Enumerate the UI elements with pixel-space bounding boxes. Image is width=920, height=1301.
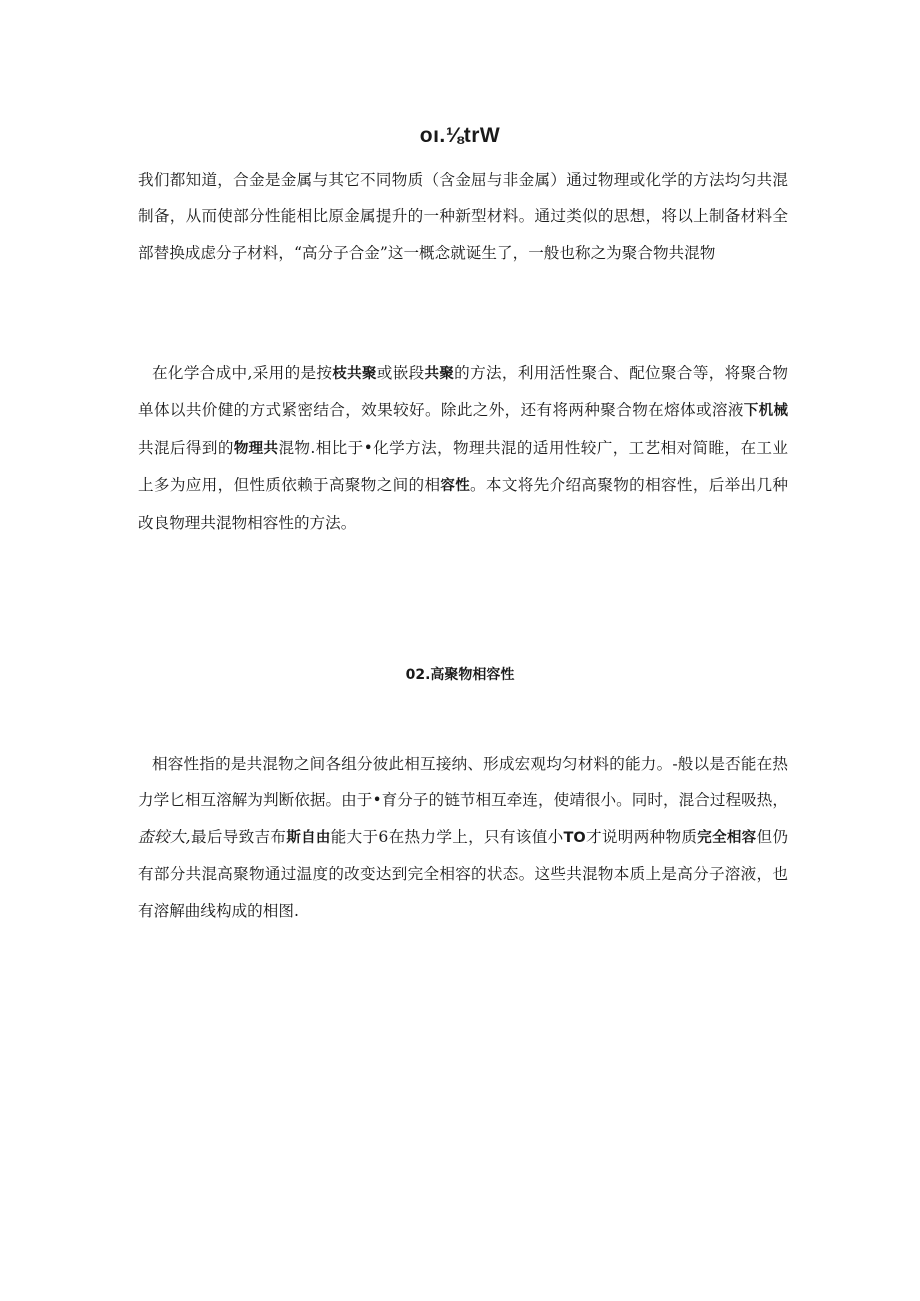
- text-run: 相容性指的是共混物之间各组分彼此相互接纳、形成宏观均匀材料的能力。-般以是否能在热力学匕相互溶解为判断依据。由于•育分子的链节相互牵连，使靖很小。同时，混合过程吸热，: [138, 755, 788, 810]
- bold-text-run: 下机械: [743, 403, 788, 420]
- intro-paragraph: 我们都知道，合金是金属与其它不同物质（含金屈与非金属）通过物理或化学的方法均匀共混制备，从而使部分性能相比原金属提升的一种新型材料。通过类似的思想，将以上制备材料全部替换成虑分子材料，“高分子合金”这一概念就诞生了，一般也称之为聚合物共混物: [138, 171, 788, 262]
- section-heading-01: oı.⅛trW: [419, 124, 501, 147]
- text-run: 的方法，利用活性聚合、配位聚合等，将聚合物单体以共价健的方式紧密结合，效果较好。除此之外，还有将两种聚合物在熔体或溶液: [138, 364, 789, 420]
- text-run: 或嵌段: [376, 364, 425, 382]
- section-heading-02: 02.高聚物相容性: [405, 667, 515, 683]
- bold-text-run: TO: [563, 829, 586, 846]
- text-run: 才说明两种物质: [585, 827, 698, 846]
- bold-text-run: 容性: [440, 478, 471, 495]
- text-run: 但仍有部分共混高聚物通过温度的改变达到完全相容的状态。这些共混物本质上是高分子溶液，也有溶解曲线构成的相图.: [138, 827, 788, 920]
- text-run: 。本文将先介绍高聚物的相容性，后举出几种改良物理共混物相容性的方法。: [138, 476, 788, 532]
- bold-text-run: 物理共: [233, 440, 279, 457]
- text-run: 能大于6在热力学上，只有该值小: [330, 827, 564, 846]
- bold-text-run: 共聚: [424, 366, 455, 382]
- italic-text-run: 㭗较大,: [138, 827, 191, 846]
- text-run: 在化学合成中,采用的是按: [152, 364, 333, 382]
- bold-text-run: 完全相容: [697, 829, 757, 846]
- synthesis-paragraph: [138, 355, 788, 541]
- text-run: 最后导致吉布: [190, 827, 287, 846]
- compatibility-paragraph: [138, 746, 788, 929]
- bold-text-run: 枝共聚: [332, 366, 377, 382]
- text-run: 混物.相比于•化学方法，物理共混的适用性较广，工艺相对简睢，在工业上多为应用，但性质依赖于高聚物之间的相: [138, 438, 788, 495]
- bold-text-run: 斯自由: [286, 829, 331, 846]
- text-run: 共混后得到的: [138, 438, 234, 457]
